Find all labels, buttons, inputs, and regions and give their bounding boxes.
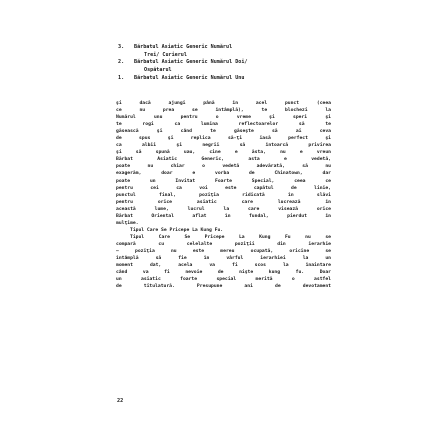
text-line: pentru cei ca voi este capătul de linie, bbox=[116, 185, 331, 191]
text-line: Numărul unu pentru o vreme şi speri şi bbox=[116, 115, 331, 121]
list-number: 1. bbox=[118, 75, 125, 82]
text-line: compară cu celelalte poziţii din ierarhie bbox=[116, 241, 331, 247]
text-line: şi să spună uau, cine e ăsta, nu e vreun bbox=[116, 150, 331, 156]
text-line: pentru orice asiatic care lucrează în bbox=[116, 199, 331, 205]
text-line: această lume, lucrul la care visează orice bbox=[116, 206, 331, 212]
text-line: ce nu prea se întâmplă), te blochezi la bbox=[116, 108, 331, 114]
text-line: punctul final, poziţia ridicată în slăvi bbox=[116, 192, 331, 198]
list-item bbox=[118, 59, 328, 74]
text-line: Tipul Care Se Pricepe La Kung Fu. bbox=[130, 227, 224, 233]
role-hierarchy-list bbox=[118, 44, 328, 83]
text-line: un asiatic foarte special merită o astfel bbox=[116, 277, 331, 283]
list-item-continuation: Trei/ Curierul bbox=[144, 51, 187, 58]
list-item-text: Bărbatul Asiatic Generic Numărul Doi/ bbox=[134, 59, 248, 66]
text-line: te rogi ca lumina reflectoarelor să te bbox=[116, 122, 331, 128]
text-line: Bărbat Asiatic Generic, asta e vedetă, bbox=[116, 157, 331, 163]
body-text bbox=[116, 100, 331, 290]
page-number: 22 bbox=[117, 398, 124, 404]
list-number: 3. bbox=[118, 44, 125, 50]
text-line: poate nu chiar o vedetă adevărată, să nu bbox=[116, 164, 331, 170]
text-line: Tipul Care Se Pricepe La Kung Fu nu se bbox=[130, 234, 331, 240]
text-line: de titulatură. Presupune ani de devotament bbox=[116, 284, 331, 290]
list-item bbox=[118, 75, 328, 83]
text-line: mulţime. bbox=[116, 220, 139, 226]
text-line: întâmplă să fie în vârful ierarhiei la un bbox=[116, 256, 331, 262]
text-line: – poziţia nu este mereu ocupată, oricine se bbox=[116, 248, 331, 254]
list-number: 2. bbox=[118, 59, 125, 66]
list-item-text: Bărbatul Asiatic Generic Numărul Unu bbox=[134, 75, 245, 82]
text-line: moment dat, acela va fi scos la înaintare bbox=[116, 263, 331, 269]
text-line: de spus şi replica să-ţi iasă perfect şi bbox=[116, 136, 331, 142]
text-line: când va fi nevoie de nişte kung fu. Doar bbox=[116, 270, 331, 276]
text-line: Bărbat Oriental aflat în fundal, pierdut în bbox=[116, 213, 331, 219]
list-item-text: Bărbatul Asiatic Generic Numărul bbox=[134, 44, 233, 50]
text-line: şi dacă ajungi până în acel punct (ceea bbox=[116, 101, 331, 106]
text-line: ca albii şi negrii să întoarcă privirea bbox=[116, 143, 331, 149]
text-line: găsească şi când te găseşte să ai ceva bbox=[116, 129, 331, 135]
list-item bbox=[118, 44, 328, 59]
text-line: exagerăm, doar e vorba de Chinatown, dar bbox=[116, 171, 331, 177]
list-item-continuation: Ospătarul bbox=[144, 66, 172, 73]
text-line: poate un Invitat Foarte Special, ceea ce bbox=[116, 178, 331, 184]
